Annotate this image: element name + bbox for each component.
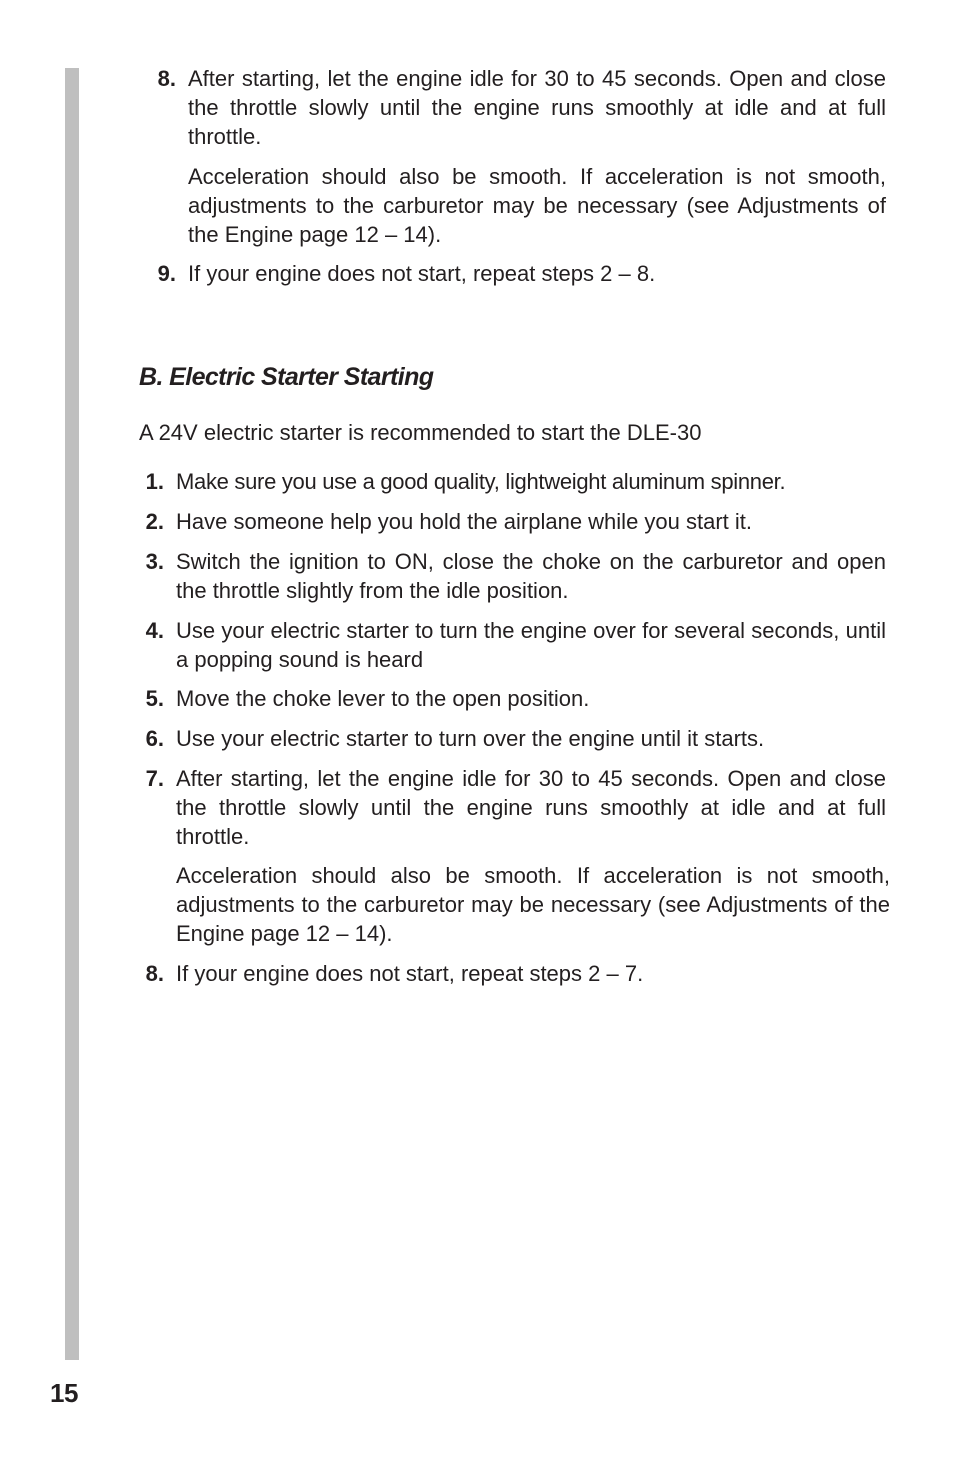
step-number: 9. xyxy=(157,261,176,286)
step-number: 5. xyxy=(145,686,164,711)
step-number: 8. xyxy=(145,961,164,986)
step-text: After starting, let the engine idle for 30 to 45 seconds. Open and close the throttle slowly until the engine runs smoothly at idle and at full throttle. xyxy=(176,766,886,849)
step-number: 3. xyxy=(145,549,164,574)
step-note: Acceleration should also be smooth. If acceleration is not smooth, adjustments to the carburetor may be necessary (see Adjustments of the Engine page 12 – 14). xyxy=(176,863,890,946)
step-text: Move the choke lever to the open position. xyxy=(176,686,590,711)
step-text: Use your electric starter to turn over the engine until it starts. xyxy=(176,726,765,751)
step-text: Switch the ignition to ON, close the choke on the carburetor and open the throttle slightly from the idle position. xyxy=(176,549,886,603)
step-number: 4. xyxy=(145,618,164,643)
list-item xyxy=(128,507,892,537)
list-item xyxy=(140,64,886,154)
step-number: 6. xyxy=(145,726,164,751)
step-text: Make sure you use a good quality, lightweight aluminum spinner. xyxy=(176,469,786,494)
section-intro: A 24V electric starter is recommended to start the DLE-30 xyxy=(139,420,702,445)
page-number: 15 xyxy=(50,1378,78,1408)
section-heading: B. Electric Starter Starting xyxy=(139,363,434,391)
step-note: Acceleration should also be smooth. If acceleration is not smooth, adjustments to the carburetor may be necessary (see Adjustments of the Engine page 12 – 14). xyxy=(188,164,886,247)
list-item xyxy=(128,724,892,754)
list-item xyxy=(128,959,892,989)
list-item xyxy=(128,764,892,854)
list-item xyxy=(128,684,892,714)
step-text: Have someone help you hold the airplane while you start it. xyxy=(176,509,753,534)
list-item xyxy=(140,259,886,289)
step-number: 2. xyxy=(145,509,164,534)
step-number: 8. xyxy=(157,66,176,91)
margin-bar xyxy=(65,68,79,1360)
step-text: Use your electric starter to turn the engine over for several seconds, until a popping sound is heard xyxy=(176,618,886,672)
step-text: After starting, let the engine idle for 30 to 45 seconds. Open and close the throttle slowly until the engine runs smoothly at idle and at full throttle. xyxy=(188,66,886,149)
step-text: If your engine does not start, repeat steps 2 – 7. xyxy=(176,961,644,986)
list-item xyxy=(128,467,892,497)
step-text: If your engine does not start, repeat steps 2 – 8. xyxy=(188,261,656,286)
list-item xyxy=(128,616,892,676)
step-number: 7. xyxy=(145,766,164,791)
step-number: 1. xyxy=(145,469,164,494)
list-item xyxy=(128,547,892,607)
